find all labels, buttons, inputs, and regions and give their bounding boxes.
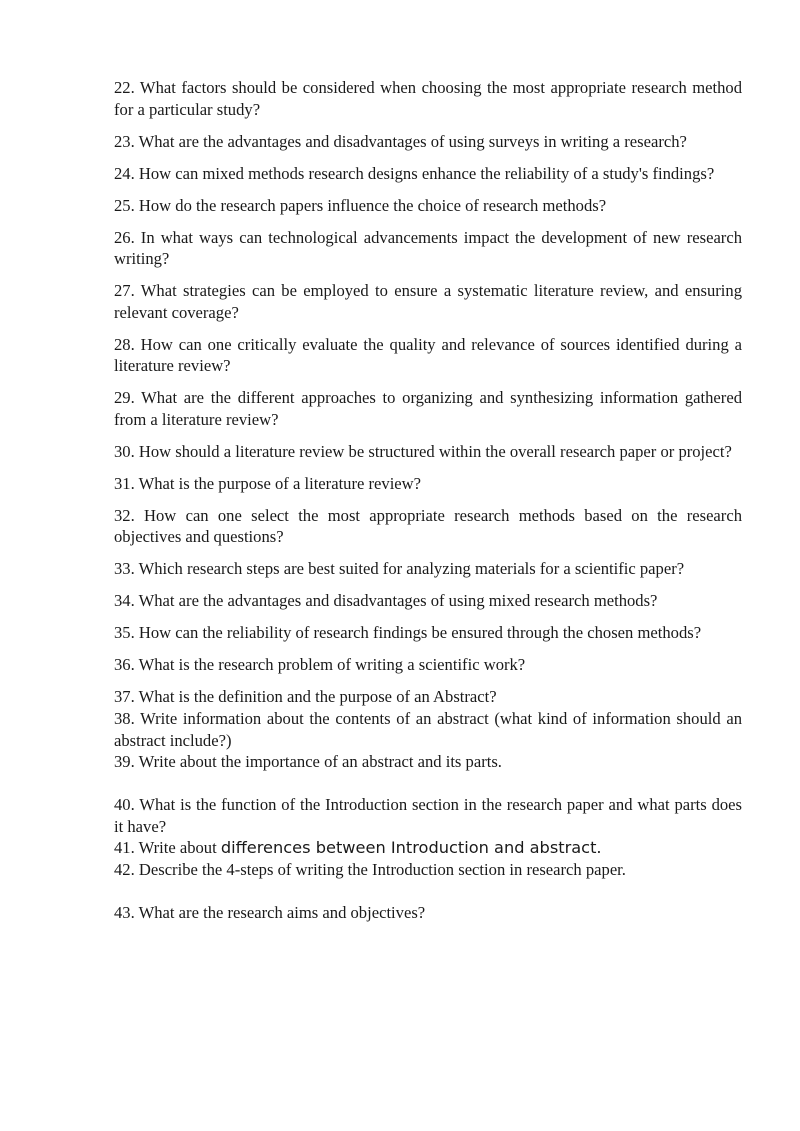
question-32: 32. How can one select the most appropriate research methods based on the research objectives and questions? <box>114 505 742 547</box>
question-39: 39. Write about the importance of an abstract and its parts. <box>114 752 502 772</box>
question-24: 24. How can mixed methods research designs enhance the reliability of a study's findings? <box>114 163 715 183</box>
question-26: 26. In what ways can technological advancements impact the development of new research writing? <box>114 227 742 269</box>
question-41-emphasis: differences between Introduction and abstract. <box>220 838 602 858</box>
question-41 <box>114 837 742 859</box>
question-41-prefix: 41. Write about <box>114 838 221 858</box>
question-36: 36. What is the research problem of writing a scientific work? <box>114 655 526 675</box>
question-35: 35. How can the reliability of research findings be ensured through the chosen methods? <box>114 623 702 643</box>
question-40: 40. What is the function of the Introduction section in the research paper and what parts does it have? <box>114 795 742 836</box>
question-42: 42. Describe the 4-steps of writing the Introduction section in research paper. <box>114 859 626 879</box>
question-22: 22. What factors should be considered when choosing the most appropriate research method for a particular study? <box>114 78 742 119</box>
question-38: 38. Write information about the contents of an abstract (what kind of information should an abstract include?) <box>114 708 742 750</box>
question-30: 30. How should a literature review be structured within the overall research paper or project? <box>114 441 732 461</box>
question-27: 27. What strategies can be employed to ensure a systematic literature review, and ensuring relevant coverage? <box>114 281 742 322</box>
question-list <box>114 77 742 923</box>
question-29: 29. What are the different approaches to organizing and synthesizing information gathered from a literature review? <box>114 388 742 429</box>
question-33: 33. Which research steps are best suited for analyzing materials for a scientific paper? <box>114 559 685 579</box>
question-23: 23. What are the advantages and disadvantages of using surveys in writing a research? <box>114 131 687 151</box>
question-28: 28. How can one critically evaluate the quality and relevance of sources identified during a literature review? <box>114 334 742 376</box>
question-37: 37. What is the definition and the purpose of an Abstract? <box>114 687 497 707</box>
question-34: 34. What are the advantages and disadvantages of using mixed research methods? <box>114 591 658 611</box>
question-31: 31. What is the purpose of a literature review? <box>114 473 422 493</box>
question-43: 43. What are the research aims and objectives? <box>114 902 426 922</box>
question-25: 25. How do the research papers influence the choice of research methods? <box>114 195 607 215</box>
